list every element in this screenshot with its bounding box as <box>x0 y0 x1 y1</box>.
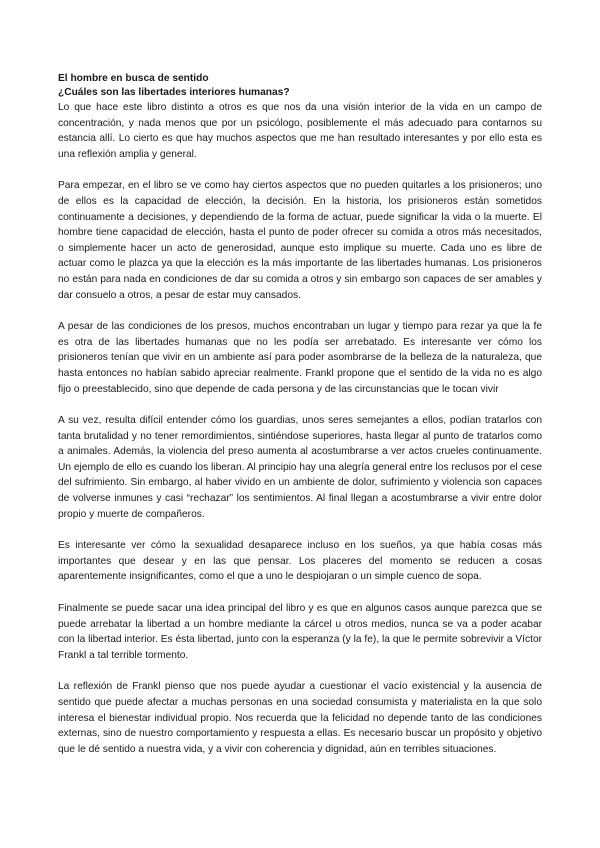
paragraph-5: Es interesante ver cómo la sexualidad desaparece incluso en los sueños, ya que había cosas más importantes que desear y en las que pensar. Los placeres del momento se reducen a cosas aparentemente insignificantes, como el que a uno le despiojaran o un simple cuenco de sopa. <box>58 540 542 583</box>
document-title: El hombre en busca de sentido <box>58 73 209 84</box>
paragraph-6: Finalmente se puede sacar una idea principal del libro y es que en algunos casos aunque parezca que se puede arrebatar la libertad a un hombre mediante la cárcel u otros medios, nunca se va a poder acabar con la libertad interior. Es ésta libertad, junto con la esperanza (y la fe), la que le permite sobrevivir a Víctor Frankl a tal terrible tormento. <box>58 603 542 661</box>
paragraph-7: La reflexión de Frankl pienso que nos puede ayudar a cuestionar el vacío existencial y la ausencia de sentido que puede afectar a muchas personas en una sociedad consumista y materialista en la que solo interesa el bienestar individual propio. Nos recuerda que la felicidad no depende tanto de las condiciones externas, sino de nuestro comportamiento y respuesta a ellas. Es necesario buscar un propósito y objetivo que le dé sentido a nuestra vida, y a vivir con coherencia y dignidad, aún en terribles situaciones. <box>58 681 542 755</box>
paragraph-2: Para empezar, en el libro se ve como hay ciertos aspectos que no pueden quitarles a los prisioneros; uno de ellos es la capacidad de elección, la decisión. En la historia, los prisioneros están sometidos continuamente a decisiones, y dependiendo de la forma de actuar, puede significar la vida o la muerte. El hombre tiene capacidad de elección, hasta el punto de poder ofrecer su comida a otros más necesitados, o simplemente hacer un acto de generosidad, aunque esto implique su muerte. Cada uno es libre de actuar como le plazca ya que la elección es la más importante de las libertades humanas. Los prisioneros no están para nada en condiciones de dar su comida a otros y sin embargo son capaces de ser amables y dar consuelo a otros, a pesar de estar muy cansados. <box>58 180 542 301</box>
document-body <box>58 72 542 773</box>
document-subtitle: ¿Cuáles son las libertades interiores humanas? <box>58 87 290 98</box>
paragraph-3: A pesar de las condiciones de los presos, muchos encontraban un lugar y tiempo para rezar ya que la fe es otra de las libertades humanas que no les podía ser arrebatado. Es interesante ver cómo los prisioneros tenían que vivir en un ambiente así para poder asombrarse de la belleza de la naturaleza, que hasta entonces no habían sabido apreciar realmente. Frankl propone que el sentido de la vida no es algo fijo o preestablecido, sino que depende de cada persona y de las circunstancias que le tocan vivir <box>58 321 542 395</box>
paragraph-1: Lo que hace este libro distinto a otros es que nos da una visión interior de la vida en un campo de concentración, y nada menos que por un psicólogo, posiblemente el más adecuado para contarnos su estancia allí. Lo cierto es que hay muchos aspectos que me han resultado interesantes y por ello esta es una reflexión amplia y general. <box>58 102 542 160</box>
paragraph-4: A su vez, resulta difícil entender cómo los guardias, unos seres semejantes a ellos, podían tratarlos con tanta brutalidad y no tener remordimientos, sintiéndose superiores, hasta llegar al punto de tratarlos como a animales. Además, la violencia del preso aumenta al acostumbrarse a ver actos crueles continuamente. Un ejemplo de ello es cuando los liberan. Al principio hay una alegría general entre los reclusos por el cese del sufrimiento. Sin embargo, al haber vivido en un ambiente de dolor, sufrimiento y violencia son capaces de volverse inmunes y casi “rechazar” los sentimientos. Al final llegan a acostumbrarse a vivir entre dolor propio y muerte de compañeros. <box>58 415 542 520</box>
